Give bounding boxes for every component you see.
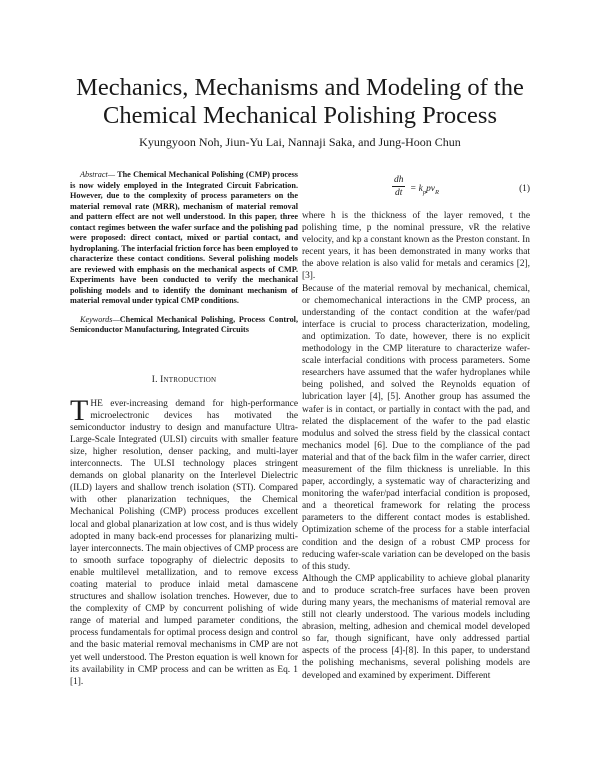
abstract <box>70 170 298 307</box>
equation-fraction <box>392 174 405 199</box>
drop-cap: T <box>70 393 89 427</box>
equation-explanation: where h is the thickness of the layer removed, t the polishing time, p the nominal pressure, vR the relative velocity, and kp a constant known as the Preston constant. In recent years, it has been demonstrated in many works that the above relation is also valid for metals and ceramics [2], [3]. <box>302 211 530 282</box>
section-heading-introduction <box>70 374 298 386</box>
paper-title <box>40 74 560 130</box>
mechanism-paragraph: Although the CMP applicability to achieve global planarity and to produce scratch-free surfaces have been proven during many years, the mechanisms of material removal are still not clearly understood. The various models including abrasion, melting, adhesion and chemical model developed so far, though significant, have only addressed partial aspects of the process [4]-[8]. In this paper, to understand the polishing mechanisms, several polishing models are developed and examined by experiment. Different <box>302 573 530 681</box>
keywords-text: Chemical Mechanical Polishing, Process Control, Semiconductor Manufacturing, Integrated Circuits <box>70 314 298 334</box>
right-column <box>302 170 530 682</box>
equation-pv: pv <box>426 184 435 194</box>
intro-text: HE ever-increasing demand for high-performance microelectronic devices has motivated the semiconductor industry to design and manufacture Ultra-Large-Scale Integrated (ULSI) circuits with smaller feature size, higher resolution, denser packing, and multi-layer interconnects. The ULSI technology places stringent demands on global planarity on the Interlevel Dielectric (ILD) layers and shallow trench isolation (STI). Compared with other planarization techniques, the Chemical Mechanical Polishing (CMP) process produces excellent local and global planarization at low cost, and is thus widely adopted in many back-end processes for planarizing multi-layer interconnects. The main objectives of CMP process are to smooth surface topography of dielectric deposits to enable multilevel metallization, and to remove excess coating material to produce inlaid metal damascene structures and shallow isolation trenches. However, due to the complexity of CMP by concurrent polishing of wide range of material and lumped parameter conditions, the process fundamentals for optimal process design and control and the basic material removal mechanisms in CMP are not yet well understood. The Preston equation is well known for its availability in CMP process and can be written as Eq. 1 [1]. <box>70 398 298 687</box>
section-title: Introduction <box>160 374 217 385</box>
equation-numerator: dh <box>392 174 405 187</box>
section-number: I. <box>151 374 161 385</box>
abstract-label: Abstract— <box>80 170 116 179</box>
preston-equation <box>302 174 530 208</box>
title-line-1: Mechanics, Mechanisms and Modeling of the <box>76 74 524 101</box>
intro-paragraph <box>70 393 298 688</box>
contact-condition-paragraph: Because of the material removal by mechanical, chemical, or chemomechanical interactions in the CMP process, an understanding of the contact condition at the wafer/pad interface is crucial to process characterization, modeling, and optimization. To date, however, there is no explicit methodology in the CMP literature to characterize wafer-scale interfacial conditions with process parameters. Some researchers have assumed that the wafer hydroplanes while being polished, and solved the Reynolds equation of lubrication layer [4], [5]. Another group has assumed the wafer is in contact, or partially in contact with the pad, and related the displacement of the wafer to the pad elastic modulus and solved the stress field by the classical contact mechanics model [6]. Due to the compliance of the pad material and that of the back film in the wafer carrier, direct measurement of the film thickness is unreliable. In this paper, accordingly, a systematic way of characterizing and monitoring the wafer/pad interfacial condition is proposed, and a theoretical framework for relating the process parameters to the different contact modes is established. Optimization scheme of the process for a stable interfacial condition and the design of a robust CMP process for reducing wafer-scale variation can be developed on the basis of this study. <box>302 283 530 572</box>
equation-sub-r: R <box>434 188 439 196</box>
author-list: Kyungyoon Noh, Jiun-Yu Lai, Nannaji Saka, and Jung-Hoon Chun <box>139 135 461 149</box>
equation-denominator: dt <box>395 188 403 199</box>
title-line-2: Chemical Mechanical Polishing Process <box>103 102 497 129</box>
keywords <box>70 315 298 336</box>
abstract-text: The Chemical Mechanical Polishing (CMP) process is now widely employed in the Integrated Circuit Fabrication. However, due to the complexity of process parameters on the material removal rate (MRR), mechanism of material removal and pattern effect are not well understood. In this paper, three contact regimes between the wafer surface and the polishing pad were proposed: direct contact, mixed or partial contact, and hydroplaning. The interfacial friction force has been employed to characterize these contact conditions. Several polishing models are reviewed with emphasis on the mechanical aspects of CMP. Experiments have been conducted to verify the mechanical polishing models and to identify the dominant mechanism of material removal under typical CMP conditions. <box>70 170 298 305</box>
equation-sub-p: p <box>422 188 427 196</box>
equation-rhs <box>410 183 439 199</box>
equation-rhs-k: = k <box>410 184 423 194</box>
keywords-label: Keywords— <box>80 314 120 324</box>
equation-number: (1) <box>519 184 530 194</box>
left-column <box>70 170 298 688</box>
